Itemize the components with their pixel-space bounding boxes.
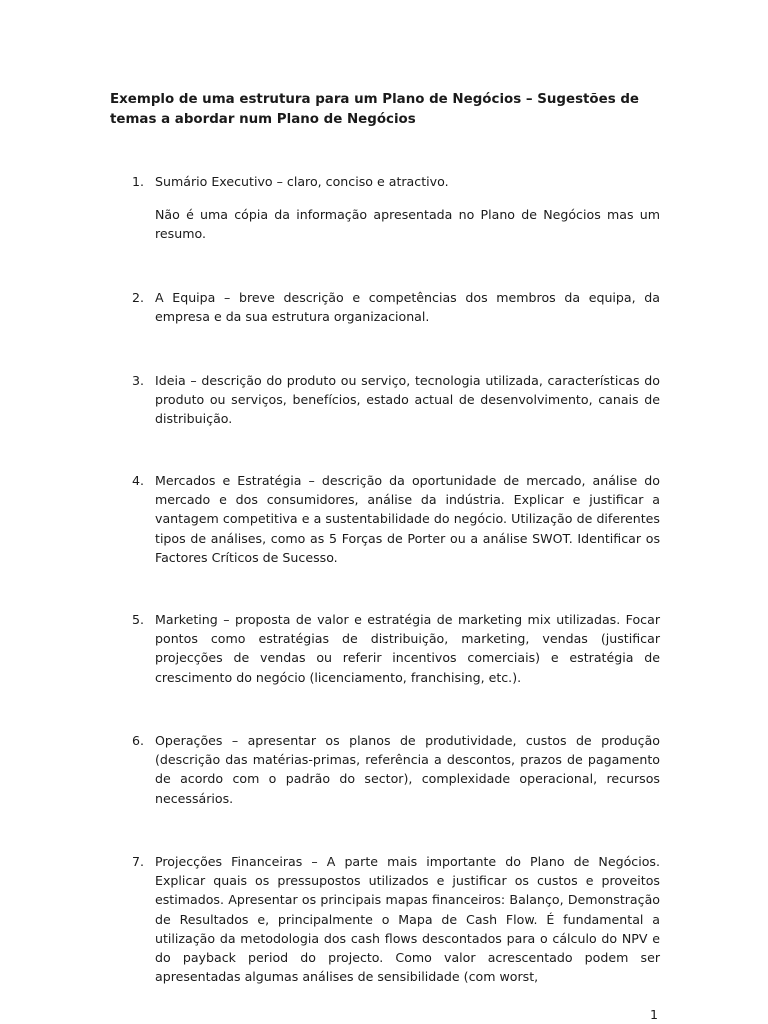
item-paragraph: Não é uma cópia da informação apresentada no Plano de Negócios mas um resumo. bbox=[155, 207, 660, 242]
list-item bbox=[132, 371, 660, 429]
item-body bbox=[155, 610, 660, 687]
item-body bbox=[155, 471, 660, 567]
list-item bbox=[132, 731, 660, 808]
item-number: 3. bbox=[132, 373, 145, 388]
item-number: 2. bbox=[132, 290, 145, 305]
item-paragraph: Ideia – descrição do produto ou serviço, tecnologia utilizada, características do produto ou serviços, benefícios, estado actual de desenvolvimento, canais de distribuição. bbox=[155, 373, 660, 427]
item-number: 4. bbox=[132, 473, 145, 488]
list-item bbox=[132, 610, 660, 687]
item-body bbox=[155, 288, 660, 326]
item-body bbox=[155, 172, 660, 244]
item-paragraph: A Equipa – breve descrição e competências dos membros da equipa, da empresa e da sua estrutura organizacional. bbox=[155, 290, 660, 325]
item-number: 6. bbox=[132, 733, 145, 748]
item-number: 7. bbox=[132, 854, 145, 869]
list-item bbox=[132, 471, 660, 567]
item-paragraph: Mercados e Estratégia – descrição da oportunidade de mercado, análise do mercado e dos consumidores, análise da indústria. Explicar e justificar a vantagem competitiva e a sustentabilidade do negócio. Utilização de diferentes tipos de análises, como as 5 Forças de Porter ou a análise SWOT. Identificar os Factores Críticos de Sucesso. bbox=[155, 473, 660, 565]
item-body bbox=[155, 731, 660, 808]
item-body bbox=[155, 371, 660, 429]
item-paragraph: Sumário Executivo – claro, conciso e atractivo. bbox=[155, 174, 449, 189]
item-body bbox=[155, 852, 660, 986]
item-paragraph: Marketing – proposta de valor e estratégia de marketing mix utilizadas. Focar pontos como estratégias de distribuição, marketing, vendas (justificar projecções de vendas ou referir incentivos comerciais) e estratégia de crescimento do negócio (licenciamento, franchising, etc.). bbox=[155, 612, 660, 685]
item-number: 5. bbox=[132, 612, 145, 627]
item-number: 1. bbox=[132, 174, 145, 189]
list-item bbox=[132, 172, 660, 244]
list-item bbox=[132, 852, 660, 986]
page-number: 1 bbox=[650, 1007, 659, 1022]
document-title: Exemplo de uma estrutura para um Plano de Negócios – Sugestões de temas a abordar num Plano de Negócios bbox=[110, 92, 640, 127]
list-item bbox=[132, 288, 660, 326]
item-paragraph: Operações – apresentar os planos de produtividade, custos de produção (descrição das matérias-primas, referência a descontos, prazos de pagamento de acordo com o padrão do sector), complexidade operacional, recursos necessários. bbox=[155, 733, 660, 806]
item-paragraph: Projecções Financeiras – A parte mais importante do Plano de Negócios. Explicar quais os pressupostos utilizados e justificar os custos e proveitos estimados. Apresentar os principais mapas financeiros: Balanço, Demonstração de Resultados e, principalmente o Mapa de Cash Flow. É fundamental a utilização da metodologia dos cash flows descontados para o cálculo do NPV e do payback period do projecto. Como valor acrescentado podem ser apresentadas algumas análises de sensibilidade (com worst, bbox=[155, 854, 660, 985]
